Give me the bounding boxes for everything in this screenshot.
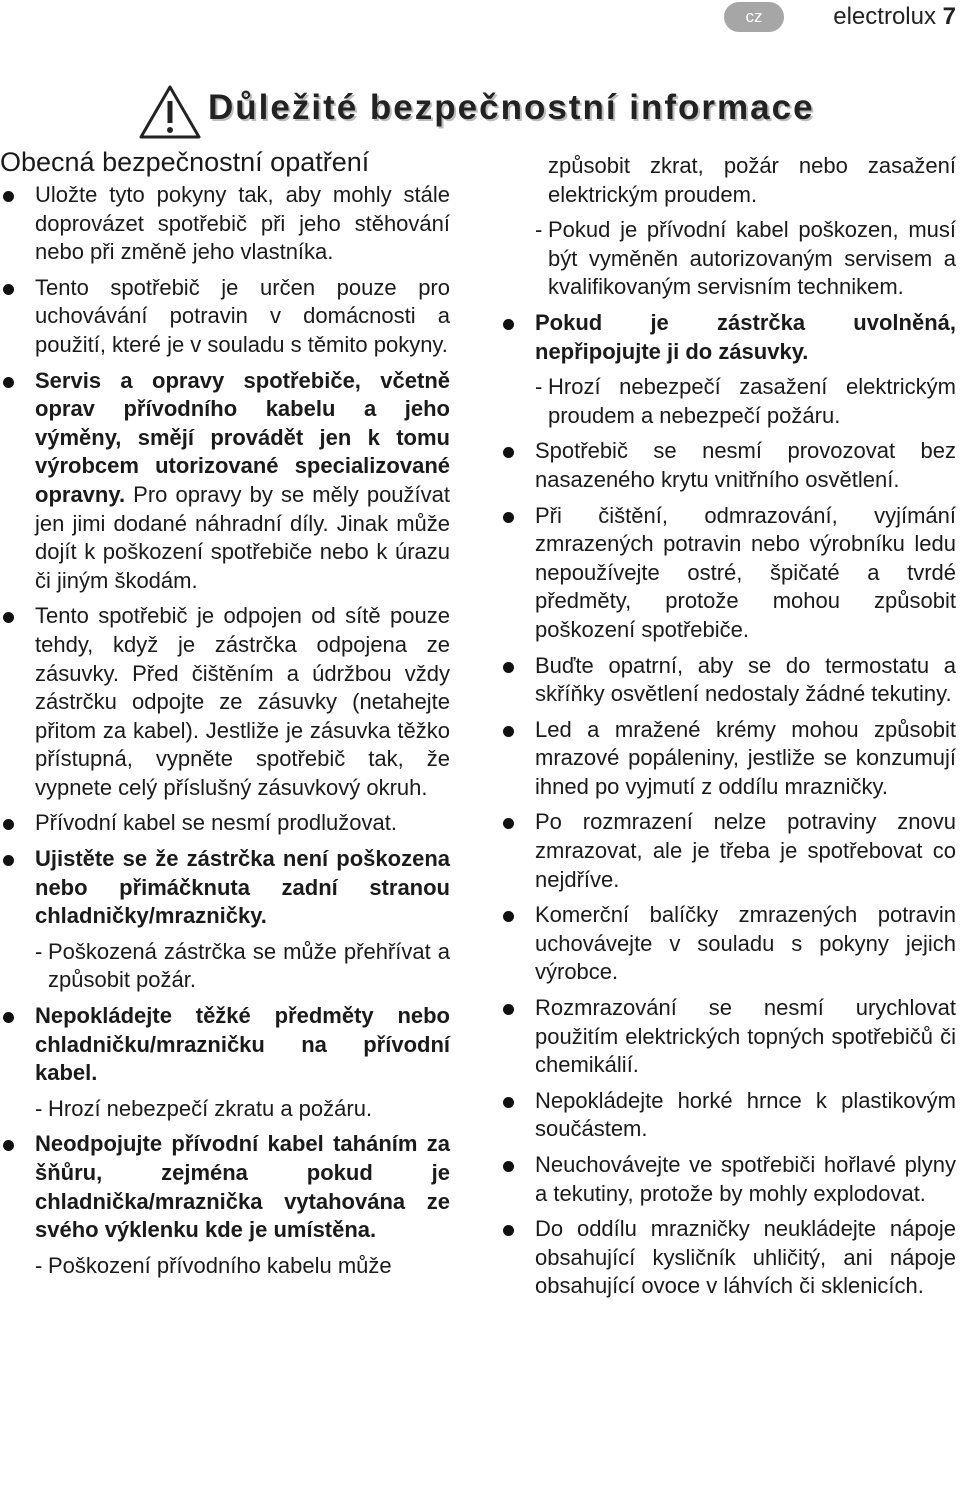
bullet-dot-icon xyxy=(503,447,514,458)
bullet-item xyxy=(500,716,956,802)
item-text: Po rozmrazení nelze potraviny znovu zmrazovat, ale je třeba je spotřebovat co nejdříve. xyxy=(535,809,956,892)
page-header xyxy=(0,0,960,36)
sub-item xyxy=(500,216,956,302)
bullet-dot-icon xyxy=(503,512,514,523)
bullet-item xyxy=(0,845,450,931)
item-text: Poškození přívodního kabelu může xyxy=(48,1252,392,1278)
right-items xyxy=(500,216,956,1301)
language-badge: cz xyxy=(724,2,784,32)
bullet-dot-icon xyxy=(3,1140,14,1151)
bullet-dot-icon xyxy=(503,911,514,922)
page-number: 7 xyxy=(942,3,956,30)
bullet-item xyxy=(0,602,450,802)
dash-marker: - xyxy=(35,1095,43,1121)
brand-page-number xyxy=(833,2,956,32)
sub-item xyxy=(0,1252,450,1281)
item-text: Neuchovávejte ve spotřebiči hořlavé plyny a tekutiny, protože by mohly explodovat. xyxy=(535,1152,956,1206)
item-text: Do oddílu mrazničky neukládejte nápoje obsahující kysličník uhličitý, ani nápoje obsahující ovoce v láhvích či sklenicích. xyxy=(535,1216,956,1299)
bullet-item xyxy=(0,1130,450,1244)
bullet-item xyxy=(500,808,956,894)
item-text: Led a mražené krémy mohou způsobit mrazové popáleniny, jestliže se konzumují ihned po vyjmutí z oddílu mrazničky. xyxy=(535,716,956,799)
bullet-item xyxy=(500,309,956,366)
bullet-dot-icon xyxy=(503,818,514,829)
bullet-item xyxy=(0,274,450,360)
bullet-item xyxy=(500,994,956,1080)
item-text: Tento spotřebič je určen pouze pro uchovávání potravin v domácnosti a použití, které je v souladu s těmito pokyny. xyxy=(35,274,450,357)
bullet-item xyxy=(500,502,956,645)
bullet-dot-icon xyxy=(3,191,14,202)
bold-text: Ujistěte se že zástrčka není poškozena nebo přimáčknuta zadní stranou chladničky/mrazničky. xyxy=(35,846,450,929)
bullet-item xyxy=(500,1087,956,1144)
item-text: Hrozí nebezpečí zasažení elektrickým proudem a nebezpečí požáru. xyxy=(548,374,956,428)
bold-text: Pokud je zástrčka uvolněná, nepřipojujte ji do zásuvky. xyxy=(535,309,956,364)
item-text: Komerční balíčky zmrazených potravin uchovávejte v souladu s pokyny jejich výrobce. xyxy=(535,902,956,985)
item-text: Uložte tyto pokyny tak, aby mohly stále doprovázet spotřebič při jeho stěhování nebo při změně jeho vlastníka. xyxy=(35,182,450,265)
item-text: Při čištění, odmrazování, vyjímání zmrazených potravin nebo výrobníku ledu nepoužívejte ostré, špičaté a tvrdé předměty, protože mohou způsobit poškození spotřebiče. xyxy=(535,502,956,642)
bullet-dot-icon xyxy=(503,726,514,737)
bullet-dot-icon xyxy=(503,662,514,673)
item-text: Spotřebič se nesmí provozovat bez nasazeného krytu vnitřního osvětlení. xyxy=(535,438,956,492)
bullet-item xyxy=(0,181,450,267)
dash-marker: - xyxy=(535,374,543,400)
bullet-dot-icon xyxy=(3,377,14,388)
bullet-item xyxy=(500,652,956,709)
bold-text: Nepokládejte těžké předměty nebo chladničku/mrazničku na přívodní kabel. xyxy=(35,1003,450,1086)
item-text: Tento spotřebič je odpojen od sítě pouze tehdy, když je zástrčka odpojena ze zásuvky. Před čištěním a údržbou vždy zástrčku odpojte ze zásuvky (netahejte přitom za kabel). Jestliže je zásuvka těžko přístupná, vypněte spotřebič tak, že vypnete celý příslušný zásuvkový okruh. xyxy=(35,603,450,800)
left-column xyxy=(0,146,450,1287)
item-text: Pro opravy by se měly používat jen jimi dodané náhradní díly. Jinak může dojít k poškození spotřebiče nebo k úrazu či jiným škodám. xyxy=(35,481,450,593)
item-text: Hrozí nebezpečí zkratu a požáru. xyxy=(48,1095,373,1121)
sub-item xyxy=(0,1095,450,1124)
bullet-dot-icon xyxy=(3,612,14,623)
section-heading: Obecná bezpečnostní opatření xyxy=(0,147,370,177)
sub-item xyxy=(500,373,956,430)
title-block xyxy=(138,84,838,144)
dash-marker: - xyxy=(35,938,43,964)
warning-triangle-icon xyxy=(138,84,202,140)
item-text: Pokud je přívodní kabel poškozen, musí být vyměněn autorizovaným servisem a kvalifikovaným servisním technikem. xyxy=(548,217,956,300)
item-text: Nepokládejte horké hrnce k plastikovým součástem. xyxy=(535,1087,956,1142)
bullet-dot-icon xyxy=(503,319,514,330)
left-items xyxy=(0,181,450,1280)
page-title: Důležité bezpečnostní informace xyxy=(208,88,815,127)
sub-item xyxy=(0,938,450,995)
bullet-dot-icon xyxy=(3,284,14,295)
dash-marker: - xyxy=(535,217,543,243)
bullet-dot-icon xyxy=(503,1161,514,1172)
dash-marker: - xyxy=(35,1252,43,1278)
bullet-dot-icon xyxy=(503,1097,514,1108)
right-column xyxy=(500,152,956,1308)
bullet-item xyxy=(500,437,956,494)
bold-text: Servis a opravy spotřebiče, včetně oprav přívodního kabelu a jeho výměny, smějí provádět jen k tomu výrobcem utorizované specializované opravny. xyxy=(35,367,450,507)
continued-text: způsobit zkrat, požár nebo zasažení elektrickým proudem. xyxy=(548,153,956,207)
bullet-item xyxy=(500,1215,956,1301)
bullet-item xyxy=(0,367,450,596)
bullet-item xyxy=(0,809,450,838)
bullet-dot-icon xyxy=(3,819,14,830)
item-text: Buďte opatrní, aby se do termostatu a skříňky osvětlení nedostaly žádné tekutiny. xyxy=(535,652,956,707)
bullet-dot-icon xyxy=(503,1004,514,1015)
bullet-item xyxy=(500,901,956,987)
bullet-item xyxy=(500,1151,956,1208)
item-text: Poškozená zástrčka se může přehřívat a způsobit požár. xyxy=(48,938,450,993)
bold-text: Neodpojujte přívodní kabel taháním za šňůru, zejména pokud je chladnička/mraznička vytahována ze svého výklenku kde je umístěna. xyxy=(35,1131,450,1243)
bullet-item xyxy=(0,1002,450,1088)
bullet-dot-icon xyxy=(503,1225,514,1236)
item-text: Přívodní kabel se nesmí prodlužovat. xyxy=(35,810,397,836)
bullet-dot-icon xyxy=(3,855,14,866)
brand-name: electrolux xyxy=(833,3,936,30)
item-text: Rozmrazování se nesmí urychlovat použitím elektrických topných spotřebičů či chemikálií. xyxy=(535,995,956,1078)
bullet-dot-icon xyxy=(3,1012,14,1023)
